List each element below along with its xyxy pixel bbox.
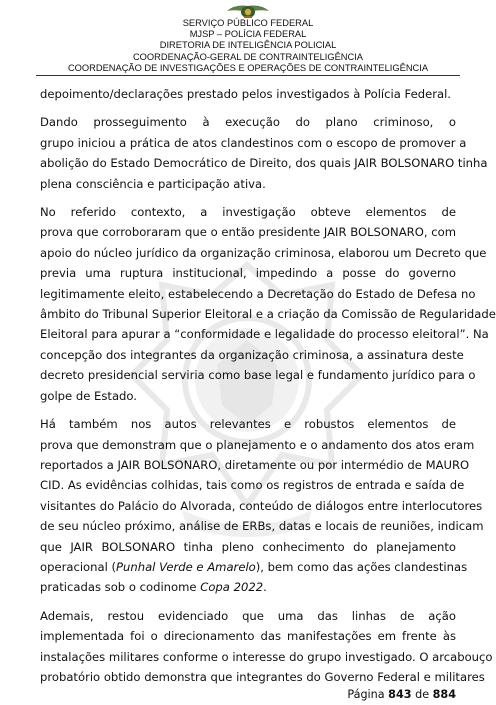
- paragraph-line: instalações militares conforme o interesse do grupo investigado. O arcabouço: [40, 649, 493, 664]
- document-body: [40, 84, 496, 695]
- paragraph-line: prova que corroboraram que o então presidente JAIR BOLSONARO, com: [40, 225, 456, 240]
- paragraph-line: abolição do Estado Democrático de Direito, dos quais JAIR BOLSONARO tinha: [40, 156, 488, 171]
- page-label: Página: [347, 688, 385, 701]
- paragraph-line: apoio do núcleo jurídico da organização criminosa, elaborou um Decreto que: [40, 245, 487, 260]
- paragraph-line: praticadas sob o codinome Copa 2022.: [40, 580, 267, 595]
- paragraph-5: [40, 606, 493, 688]
- current-page: 843: [388, 688, 412, 701]
- paragraph-line: legitimamente eleito, estabelecendo a Decretação do Estado de Defesa no: [40, 286, 476, 301]
- paragraph-line: Dando prosseguimento à execução do plano criminoso, o: [40, 115, 456, 130]
- paragraph-line: operacional (Punhal Verde e Amarelo), bem como das ações clandestinas: [40, 559, 468, 574]
- header-divider: [36, 75, 460, 76]
- page-number: [347, 688, 456, 701]
- paragraph-line: decreto presidencial serviria como base legal e fundamento jurídico para o: [40, 368, 476, 383]
- paragraph-1: [40, 84, 456, 104]
- paragraph-line: CID. As evidências colhidas, tais como os registros de entrada e saída de: [40, 478, 465, 493]
- paragraph-2: [40, 112, 488, 194]
- paragraph-3: [40, 202, 496, 406]
- paragraph-line: prova que demonstram que o planejamento e o andamento dos atos eram: [40, 437, 475, 452]
- paragraph-line: No referido contexto, a investigação obteve elementos de: [40, 205, 456, 220]
- paragraph-line: depoimento/declarações prestado pelos investigados à Polícia Federal.: [40, 87, 451, 101]
- paragraph-line: grupo iniciou a prática de atos clandestinos com o escopo de promover a: [40, 135, 467, 150]
- header-line-2: MJSP – POLÍCIA FEDERAL: [189, 29, 307, 40]
- paragraph-line: Ademais, restou evidenciado que uma das linhas de ação: [40, 608, 456, 623]
- paragraph-4: [40, 414, 484, 598]
- header-line-4: COORDENAÇÃO-GERAL DE CONTRAINTELIGÊNCIA: [132, 51, 364, 62]
- paragraph-line: que JAIR BOLSONARO tinha pleno conhecimento do planejamento: [40, 539, 456, 554]
- paragraph-line: de seu núcleo próximo, análise de ERBs, datas e locais de reuniões, indicam: [40, 519, 484, 534]
- header-line-1: SERVIÇO PÚBLICO FEDERAL: [182, 18, 314, 28]
- paragraph-line: implementada foi o direcionamento das manifestações em frente às: [40, 629, 456, 644]
- paragraph-line: golpe de Estado.: [40, 388, 137, 403]
- brasao-emblem-icon: [225, 3, 271, 19]
- paragraph-line: previa uma ruptura institucional, impedindo a posse do governo: [40, 266, 456, 281]
- page-of-label: de: [415, 688, 430, 701]
- document-header: [0, 18, 496, 74]
- paragraph-line: concepção dos integrantes da organização criminosa, a assinatura deste: [40, 347, 464, 362]
- paragraph-line: probatório obtido demonstra que integrantes do Governo Federal e militares: [40, 669, 485, 684]
- paragraph-line: âmbito do Tribunal Superior Eleitoral e a criação da Comissão de Regularidade: [40, 307, 496, 322]
- header-line-3: DIRETORIA DE INTELIGÊNCIA POLICIAL: [159, 40, 337, 51]
- header-line-5: COORDENAÇÃO DE INVESTIGAÇÕES E OPERAÇÕES DE CONTRAINTELIGÊNCIA: [67, 62, 429, 73]
- paragraph-line: plena consciência e participação ativa.: [40, 176, 266, 191]
- paragraph-line: Eleitoral para apurar a “conformidade e legalidade do processo eleitoral”. Na: [40, 327, 489, 342]
- paragraph-line: Há também nos autos relevantes e robustos elementos de: [40, 417, 456, 432]
- paragraph-line: reportados a JAIR BOLSONARO, diretamente ou por intermédio de MAURO: [40, 457, 470, 472]
- paragraph-line: visitantes do Palácio do Alvorada, conteúdo de diálogos entre interlocutores: [40, 498, 483, 513]
- total-pages: 884: [432, 688, 456, 701]
